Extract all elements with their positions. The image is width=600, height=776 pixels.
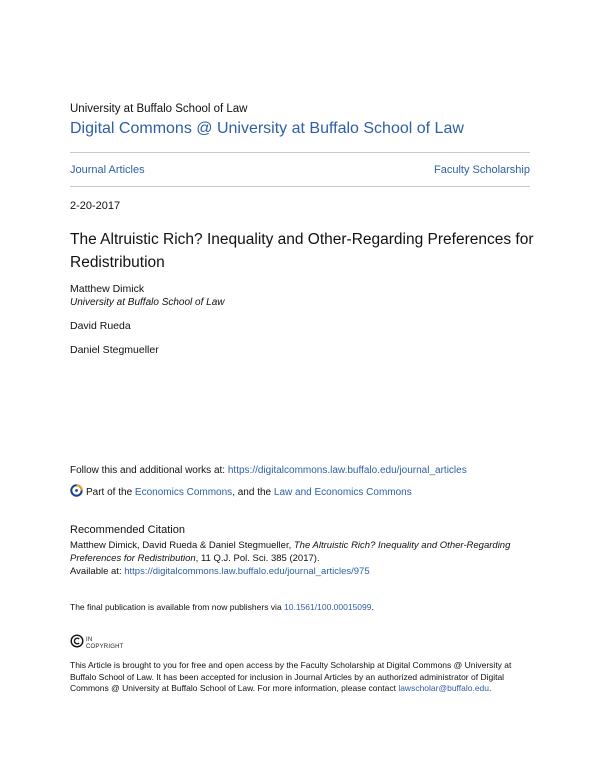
- follow-text: Follow this and additional works at:: [70, 465, 228, 476]
- citation-authors: Matthew Dimick, David Rueda & Daniel Stegmueller,: [70, 540, 294, 551]
- law-and-economics-commons-link[interactable]: Law and Economics Commons: [273, 486, 412, 498]
- publication-end: .: [371, 602, 374, 612]
- author-affiliation: University at Buffalo School of Law: [70, 297, 225, 308]
- faculty-scholarship-link[interactable]: Faculty Scholarship: [434, 164, 530, 176]
- publication-date: 2-20-2017: [70, 200, 121, 212]
- in-copyright-badge[interactable]: [70, 634, 123, 653]
- contact-email-link[interactable]: lawscholar@buffalo.edu: [398, 683, 490, 693]
- rights-line-2: COPYRIGHT: [86, 643, 124, 650]
- author-name: Matthew Dimick: [70, 283, 145, 295]
- doi-link[interactable]: 10.1561/100.00015099: [284, 602, 372, 612]
- commons-network-icon: [70, 484, 83, 500]
- article-url-link[interactable]: https://digitalcommons.law.buffalo.edu/journal_articles/975: [124, 566, 370, 577]
- article-title: The Altruistic Rich? Inequality and Other-Regarding Preferences for Redistribution: [70, 231, 534, 271]
- journal-articles-url-link[interactable]: https://digitalcommons.law.buffalo.edu/journal_articles: [227, 465, 467, 476]
- publication-note: [70, 602, 374, 612]
- citation-heading: Recommended Citation: [70, 524, 185, 536]
- journal-articles-link[interactable]: Journal Articles: [70, 164, 145, 176]
- notice-end: .: [489, 683, 492, 693]
- available-label: Available at:: [70, 566, 125, 577]
- part-of-prefix: Part of the: [86, 486, 135, 498]
- part-of-line: [70, 484, 412, 500]
- rights-line-1: IN: [86, 637, 93, 643]
- access-notice: [70, 660, 540, 695]
- follow-line: [70, 465, 467, 476]
- citation-rest: , 11 Q.J. Pol. Sci. 385 (2017).: [195, 553, 320, 564]
- author-name: David Rueda: [70, 320, 131, 332]
- repository-link[interactable]: Digital Commons @ University at Buffalo School of Law: [70, 120, 464, 137]
- divider-top: [70, 152, 530, 153]
- publication-text: The final publication is available from now publishers via: [70, 602, 285, 612]
- divider-bottom: [70, 186, 530, 187]
- citation-text: [70, 539, 535, 578]
- citation-title: The Altruistic Rich? Inequality and Other-Regarding Preferences for Redistribution: [70, 540, 511, 564]
- economics-commons-link[interactable]: Economics Commons: [134, 486, 233, 498]
- part-of-middle: , and the: [232, 486, 274, 498]
- copyright-icon: [70, 634, 84, 653]
- institution-name: University at Buffalo School of Law: [70, 103, 248, 115]
- notice-text: This Article is brought to you for free and open access by the Faculty Scholarship at Digital Commons @ University at Buffalo School of Law. It has been accepted for inclusion in Journal Articles by an authorized administrator of Digital Commons @ University at Buffalo School of Law. For more information, please contact: [70, 660, 512, 693]
- author-name: Daniel Stegmueller: [70, 344, 159, 356]
